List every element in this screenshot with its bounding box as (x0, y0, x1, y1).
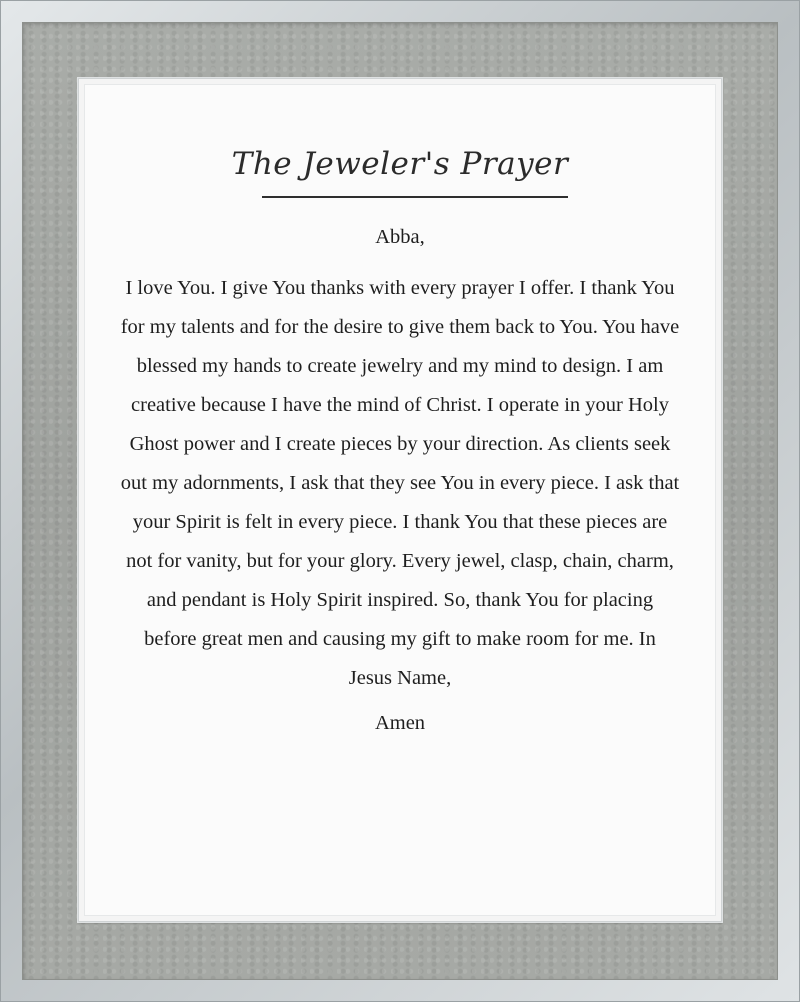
title-underline (262, 196, 568, 198)
greeting: Abba, (375, 226, 425, 248)
prayer-paragraph: I love You. I give You thanks with every prayer I offer. I thank You for my talents and for the desire to give them back to You. You have blessed my hands to create jewelry and my mind to design. I am creative because I have the mind of Christ. I operate in your Holy Ghost power and I create pieces by your direction. As clients seek out my adornments, I ask that they see You in every piece. I ask that your Spirit is felt in every piece. I thank You that these pieces are not for vanity, but for your glory. Every jewel, clasp, chain, charm, and pendant is Holy Spirit inspired. So, thank You for placing before great men and causing my gift to make room for me. In Jesus Name, (120, 277, 680, 689)
closing: Amen (374, 712, 426, 734)
document-title: The Jeweler's Prayer (231, 146, 569, 182)
prayer-text (120, 218, 680, 743)
